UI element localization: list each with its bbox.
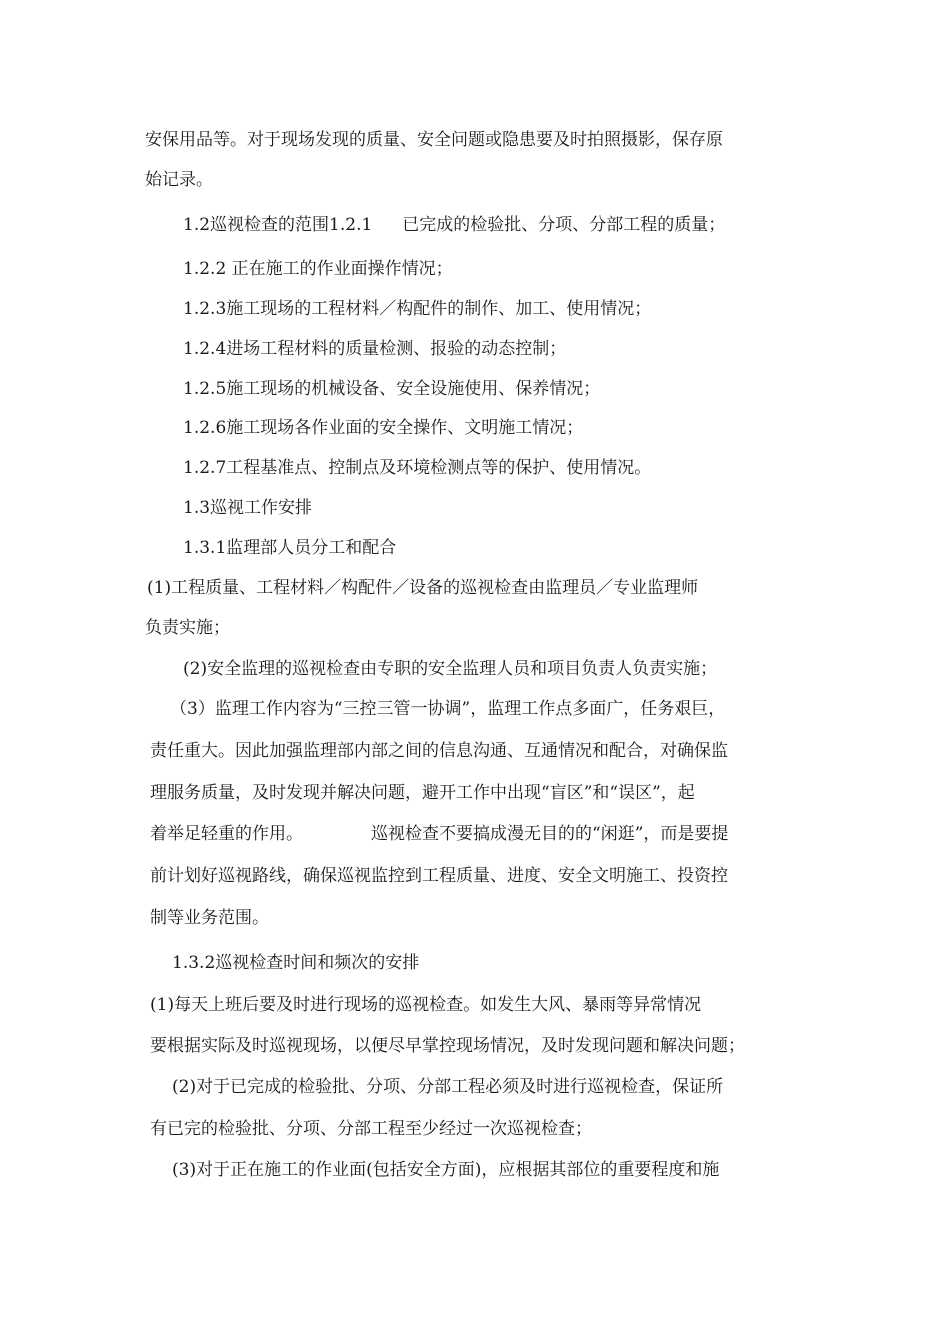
text-line: 1.2.4进场工程材料的质量检测、报验的动态控制； <box>183 339 567 359</box>
section-heading: 1.3.2巡视检查时间和频次的安排 <box>172 953 420 973</box>
text-line <box>183 213 725 237</box>
text-line: （3）监理工作内容为“三控三管一协调”，监理工作点多面广，任务艰巨， <box>170 699 726 719</box>
text-line: 前计划好巡视路线，确保巡视监控到工程质量、进度、安全文明施工、投资控 <box>150 866 728 886</box>
text-line: 1.2.2 正在施工的作业面操作情况； <box>183 259 453 279</box>
text-line: (2)安全监理的巡视检查由专职的安全监理人员和项目负责人负责实施； <box>183 659 718 679</box>
text-line: 1.2.6施工现场各作业面的安全操作、文明施工情况； <box>183 418 584 438</box>
text-line: (1)工程质量、工程材料／构配件／设备的巡视检查由监理员／专业监理师 <box>147 578 699 598</box>
text-line: 1.2.3施工现场的工程材料／构配件的制作、加工、使用情况； <box>183 299 652 319</box>
text-line: (1)每天上班后要及时进行现场的巡视检查。如发生大风、暴雨等异常情况 <box>150 995 702 1015</box>
text-span: 已完成的检验批、分项、分部工程的质量； <box>402 215 726 235</box>
section-heading: 1.2巡视检查的范围1.2.1 <box>183 215 373 235</box>
text-span: 巡视检查不要搞成漫无目的的“闲逛”，而是要提 <box>371 824 729 844</box>
text-line: 始记录。 <box>145 170 213 190</box>
text-line <box>150 822 728 846</box>
text-line: (3)对于正在施工的作业面(包括安全方面)，应根据其部位的重要程度和施 <box>172 1160 720 1180</box>
text-line: 1.2.5施工现场的机械设备、安全设施使用、保养情况； <box>183 379 601 399</box>
text-line: 理服务质量，及时发现并解决问题，避开工作中出现“盲区”和“误区”，起 <box>150 783 695 803</box>
section-heading: 1.3.1监理部人员分工和配合 <box>183 538 397 558</box>
text-line: 有已完的检验批、分项、分部工程至少经过一次巡视检查； <box>150 1119 592 1139</box>
text-span: 着举足轻重的作用。 <box>150 824 303 844</box>
section-heading: 1.3巡视工作安排 <box>183 498 313 518</box>
text-line: (2)对于已完成的检验批、分项、分部工程必须及时进行巡视检查，保证所 <box>172 1077 724 1097</box>
text-line: 安保用品等。对于现场发现的质量、安全问题或隐患要及时拍照摄影，保存原 <box>145 130 723 150</box>
text-line: 1.2.7工程基准点、控制点及环境检测点等的保护、使用情况。 <box>183 458 652 478</box>
text-line: 负责实施； <box>145 618 230 638</box>
text-line: 要根据实际及时巡视现场，以便尽早掌控现场情况，及时发现问题和解决问题； <box>150 1036 745 1056</box>
text-line: 责任重大。因此加强监理部内部之间的信息沟通、互通情况和配合，对确保监 <box>150 741 728 761</box>
text-line: 制等业务范围。 <box>150 908 269 928</box>
